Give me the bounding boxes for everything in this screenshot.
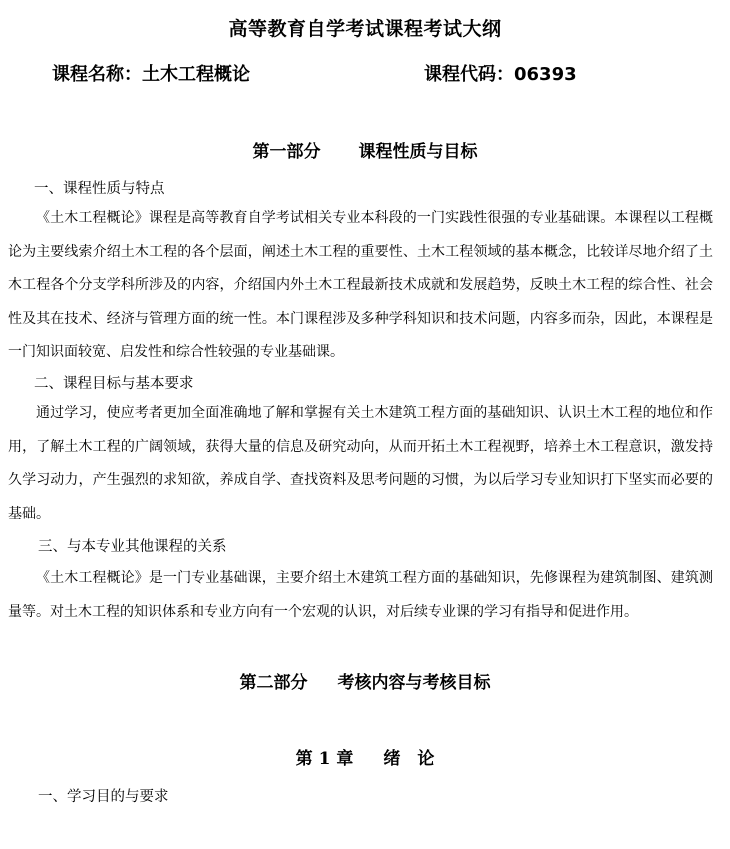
part1-heading — [0, 137, 730, 162]
course-code: 课程代码：06393 — [424, 64, 577, 85]
paragraph-nature: 《土木工程概论》课程是高等教育自学考试相关专业本科段的一门实践性很强的专业基础课。本课程以工程概论为主要线索介绍土木工程的各个层面，阐述土木工程的重要性、土木工程领域的基本概念，比较详尽地介绍了土木工程各个分支学科所涉及的内容，介绍国内外土木工程最新技术成就和发展趋势，反映土木工程的综合性、社会性及其在技术、经济与管理方面的统一性。本门课程涉及多种学科知识和技术问题，内容多而杂，因此，本课程是一门知识面较宽、启发性和综合性较强的专业基础课。 — [8, 210, 713, 360]
chapter1-title: 绪 论 — [383, 749, 435, 769]
paragraph-relations: 《土木工程概论》是一门专业基础课，主要介绍土木建筑工程方面的基础知识，先修课程为建筑制图、建筑测量等。对土木工程的知识体系和专业方向有一个宏观的认识，对后续专业课的学习有指导和促进作用。 — [8, 570, 713, 620]
chapter1-heading — [0, 744, 730, 769]
course-name: 课程名称：土木工程概论 — [52, 64, 250, 85]
paragraph-goals: 通过学习，使应考者更加全面准确地了解和掌握有关土木建筑工程方面的基础知识、认识土木工程的地位和作用，了解土木工程的广阔领域，获得大量的信息及研究动向，从而开拓土木工程视野，培养土木工程意识，激发持久学习动力，产生强烈的求知欲，养成自学、查找资料及思考问题的习惯，为以后学习专业知识打下坚实而必要的基础。 — [8, 405, 713, 522]
section-heading-learning-goals: 一、学习目的与要求 — [38, 789, 169, 805]
section-heading-relations: 三、与本专业其他课程的关系 — [38, 539, 227, 555]
chapter1-number: 第 1 章 — [295, 749, 354, 769]
section-heading-nature: 一、课程性质与特点 — [34, 181, 165, 197]
part2-heading-number: 第二部分 — [239, 673, 308, 693]
part2-heading-title: 考核内容与考核目标 — [337, 673, 491, 693]
part2-heading — [0, 668, 730, 693]
section-heading-goals: 二、课程目标与基本要求 — [34, 376, 194, 392]
part1-heading-number: 第一部分 — [252, 142, 321, 162]
document-title: 高等教育自学考试课程考试大纲 — [228, 18, 502, 40]
part1-heading-title: 课程性质与目标 — [358, 142, 478, 162]
